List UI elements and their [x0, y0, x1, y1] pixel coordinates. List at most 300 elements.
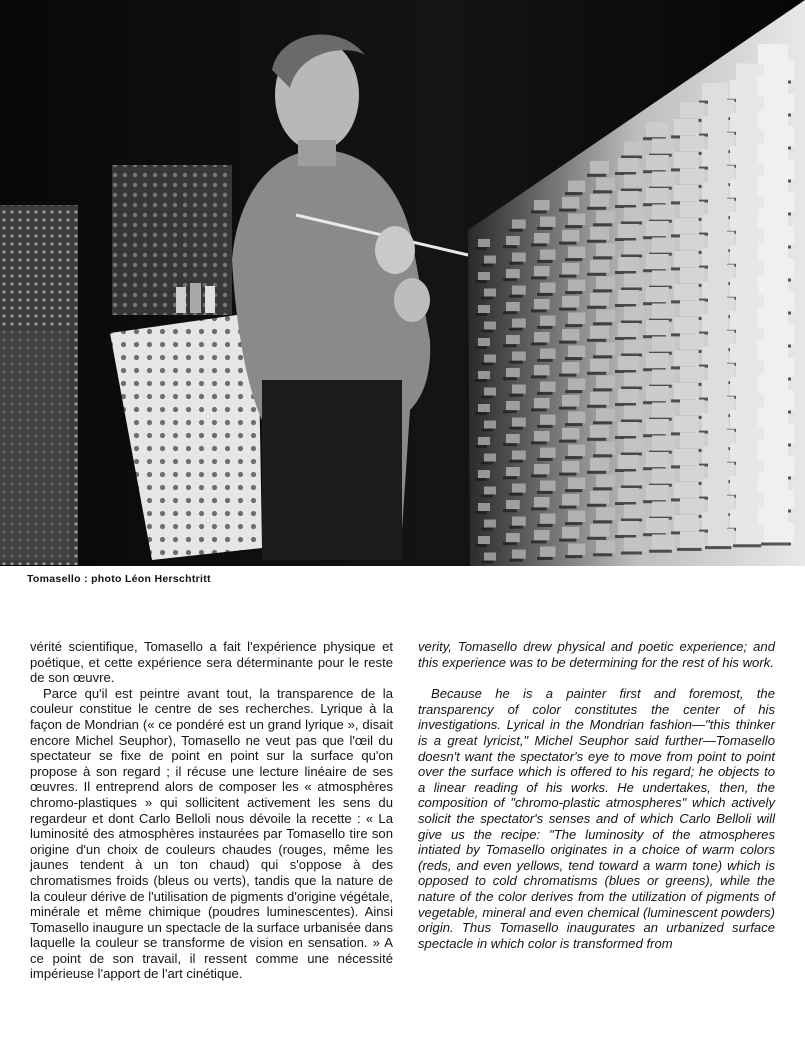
relief-cube: [562, 329, 579, 341]
relief-cube-shadow: [503, 410, 517, 413]
relief-cube: [646, 518, 669, 533]
relief-cube: [652, 403, 675, 418]
relief-cube: [652, 238, 675, 253]
relief-cube-shadow: [509, 559, 523, 562]
relief-cube: [540, 448, 556, 458]
relief-cube: [618, 356, 639, 370]
relief-cube: [568, 544, 585, 556]
relief-cube: [618, 290, 639, 304]
relief-cube-shadow: [565, 324, 582, 327]
french-paragraph: vérité scientifique, Tomasello a fait l'expérience physique et poétique, et cette expérience sera déterminante pour le reste de son œuvre.: [30, 639, 393, 686]
relief-cube-shadow: [593, 322, 612, 325]
relief-cube: [730, 443, 758, 462]
relief-cube: [736, 526, 764, 545]
relief-cube-shadow: [593, 190, 612, 193]
relief-cube: [652, 139, 675, 154]
relief-cube: [590, 260, 609, 273]
relief-cube-shadow: [559, 506, 576, 509]
relief-cube-shadow: [565, 489, 582, 492]
french-paragraph: Parce qu'il est peintre avant tout, la transparence de la couleur constitue le centre de ses recherches. Lyrique à la façon de Mondrian (« ce pondéré est un grand lyrique », disait encore Michel Seuphor), Tomasello ne veut pas que l'œil du spectateur se fixe de point en point sur la surface qu'on propose à son regard ; il récuse une lecture linéaire de ses œuvres. Il entreprend alors de composer les « atmosphères chromo-plastiques » qui sollicitent activement les sens du regardeur et dont Carlo Belloli nous dévoile la recette : « La luminosité des atmosphères instaurées par Tomasello tire son origine d'un choix de couleurs chaudes (rouges, même les jaunes tendent à un ton chaud) qui s'oppose à des chromatismes froids (bleus ou verts), tandis que la nature de la couleur dérive de l'utilisation de pigments d'origine végétale, minérale et même chimique (poudres luminescentes). Ainsi Tomasello inaugure un spectacle de la surface urbanisée dans laquelle la couleur se transforme de vision en sensation. » A ce point de son travail, il ressent comme une nécessité impérieuse l'apport de l'art cinétique.: [30, 685, 393, 982]
relief-cube-shadow: [509, 328, 523, 331]
relief-cube-shadow: [503, 542, 517, 545]
relief-cube: [540, 481, 556, 491]
relief-cube: [568, 181, 585, 193]
relief-cube-shadow: [587, 207, 606, 210]
relief-cube: [540, 283, 556, 293]
relief-cube: [702, 149, 728, 167]
relief-cube: [512, 385, 526, 394]
relief-cube: [624, 274, 645, 288]
relief-cube-shadow: [587, 240, 606, 243]
relief-cube: [534, 200, 550, 210]
relief-cube: [702, 314, 728, 332]
relief-cube: [674, 152, 699, 168]
relief-cube: [702, 281, 728, 299]
relief-cube-shadow: [531, 540, 547, 543]
relief-cube-shadow: [733, 544, 761, 547]
relief-cube-shadow: [593, 520, 612, 523]
relief-cube-shadow: [531, 342, 547, 345]
relief-cube-shadow: [559, 374, 576, 377]
english-paragraph: Because he is a painter first and foremost, the transparency of color constitutes the center of his investigations. Lyrical in the Mondrian fashion—"this thinker is a great lyricist," Michel Seuphor said further—Tomasello doesn't want the spectator's eye to move from point to point over the surface which is offered to his regard; he objects to a linear reading of his works. He undertakes, then, the composition of "chromo-plastic atmospheres" which actively solicit the spectator's senses and of which Carlo Belloli will give us the recipe: "The luminosity of the atmospheres intiated by Tomasello originates in a choice of warm colors (reds, and even yellows, tend toward a warm tone) which is opposed to cold chromatisms (blues or greens), while the nature of the color derives from the utilization of pigments of vegetable, mineral and even chemical (luminescent powders) origin. Thus Tomasello inaugurates an urbanized surface spectacle in which color is transformed from: [418, 686, 775, 951]
relief-cube: [540, 217, 556, 227]
relief-cube: [618, 455, 639, 469]
relief-cube: [680, 301, 705, 317]
relief-cube: [730, 410, 758, 429]
relief-cube: [568, 478, 585, 490]
relief-cube: [680, 367, 705, 383]
relief-cube: [624, 340, 645, 354]
relief-cube: [478, 404, 490, 412]
relief-cube: [680, 235, 705, 251]
relief-cube: [534, 530, 550, 540]
relief-cube: [590, 491, 609, 504]
relief-cube-shadow: [481, 495, 493, 498]
relief-cube: [680, 433, 705, 449]
relief-cube-shadow: [481, 264, 493, 267]
relief-cube-shadow: [593, 421, 612, 424]
relief-cube: [590, 161, 609, 174]
relief-cube: [512, 352, 526, 361]
relief-cube: [702, 116, 728, 134]
relief-cube-shadow: [565, 357, 582, 360]
relief-cube: [568, 412, 585, 424]
relief-cube: [618, 323, 639, 337]
relief-cube: [484, 256, 496, 264]
relief-cube: [702, 446, 728, 464]
relief-cube-shadow: [537, 260, 553, 263]
relief-cube: [478, 536, 490, 544]
relief-cube-shadow: [481, 330, 493, 333]
relief-cube-shadow: [593, 454, 612, 457]
relief-cube-shadow: [509, 295, 523, 298]
man-hand: [375, 226, 415, 274]
relief-cube: [674, 482, 699, 498]
relief-cube-shadow: [705, 546, 731, 549]
relief-cube-shadow: [481, 561, 493, 564]
relief-cube: [478, 437, 490, 445]
relief-cube: [478, 272, 490, 280]
relief-cube: [540, 547, 556, 557]
relief-cube-shadow: [587, 372, 606, 375]
relief-cube: [652, 502, 675, 517]
relief-cube: [730, 476, 758, 495]
relief-cube: [618, 488, 639, 502]
relief-cube: [484, 487, 496, 495]
english-paragraph: verity, Tomasello drew physical and poetic experience; and this experience was to be determining for the rest of his work.: [418, 639, 775, 670]
relief-cube: [534, 398, 550, 408]
relief-cube: [484, 454, 496, 462]
relief-cube: [646, 188, 669, 203]
relief-cube: [562, 362, 579, 374]
relief-cube: [624, 241, 645, 255]
relief-cube-shadow: [475, 247, 487, 250]
relief-cube: [730, 113, 758, 132]
relief-cube-shadow: [593, 355, 612, 358]
relief-cube-shadow: [475, 478, 487, 481]
relief-cube-shadow: [537, 491, 553, 494]
relief-cube: [562, 230, 579, 242]
relief-cube: [624, 406, 645, 420]
relief-cube: [540, 349, 556, 359]
relief-cube-shadow: [565, 390, 582, 393]
photo-caption: Tomasello : photo Léon Herschtritt: [27, 573, 211, 585]
relief-cube-shadow: [531, 210, 547, 213]
relief-cube: [484, 388, 496, 396]
relief-cube: [674, 119, 699, 135]
relief-cube: [540, 250, 556, 260]
relief-cube-shadow: [587, 537, 606, 540]
relief-cube: [646, 485, 669, 500]
relief-cube: [702, 413, 728, 431]
relief-cube: [568, 313, 585, 325]
relief-cube: [674, 284, 699, 300]
relief-cube: [680, 268, 705, 284]
relief-cube: [624, 208, 645, 222]
relief-cube: [568, 214, 585, 226]
relief-cube: [730, 344, 758, 363]
relief-cube-shadow: [565, 258, 582, 261]
relief-cube: [478, 371, 490, 379]
relief-cube-shadow: [593, 223, 612, 226]
relief-cube-shadow: [475, 379, 487, 382]
relief-cube: [730, 80, 758, 99]
relief-cube: [478, 503, 490, 511]
relief-cube-shadow: [531, 408, 547, 411]
relief-cube: [624, 142, 645, 156]
relief-cube: [680, 334, 705, 350]
relief-cube: [652, 469, 675, 484]
relief-cube: [730, 245, 758, 264]
relief-cube-shadow: [587, 339, 606, 342]
relief-cube: [534, 464, 550, 474]
relief-cube: [512, 220, 526, 229]
relief-cube-shadow: [587, 471, 606, 474]
relief-cube: [512, 319, 526, 328]
relief-cube: [478, 305, 490, 313]
relief-cube: [590, 359, 609, 372]
relief-cube: [618, 521, 639, 535]
relief-cube: [646, 452, 669, 467]
relief-cube: [680, 136, 705, 152]
relief-cube-shadow: [537, 392, 553, 395]
relief-cube: [674, 251, 699, 267]
relief-cube: [680, 400, 705, 416]
relief-cube: [652, 535, 675, 550]
relief-cube-shadow: [537, 359, 553, 362]
relief-cube: [618, 389, 639, 403]
relief-cube-shadow: [509, 493, 523, 496]
relief-cube: [512, 451, 526, 460]
relief-cube: [478, 239, 490, 247]
relief-cube: [534, 431, 550, 441]
relief-cube: [618, 422, 639, 436]
relief-cube: [624, 439, 645, 453]
relief-cube-shadow: [559, 407, 576, 410]
relief-cube: [512, 286, 526, 295]
relief-cube-shadow: [559, 539, 576, 542]
relief-cube-shadow: [503, 311, 517, 314]
relief-cube-shadow: [509, 229, 523, 232]
relief-cube-shadow: [475, 544, 487, 547]
relief-cube-shadow: [537, 227, 553, 230]
relief-cube-shadow: [531, 507, 547, 510]
relief-cube: [506, 368, 520, 377]
relief-cube: [506, 335, 520, 344]
relief-cube-shadow: [503, 443, 517, 446]
relief-cube: [590, 293, 609, 306]
relief-cube: [680, 169, 705, 185]
relief-cube-shadow: [537, 524, 553, 527]
relief-cube: [506, 500, 520, 509]
relief-cube: [646, 254, 669, 269]
relief-cube-shadow: [593, 256, 612, 259]
relief-cube: [646, 353, 669, 368]
relief-cube-shadow: [565, 192, 582, 195]
relief-cube: [618, 158, 639, 172]
relief-cube: [534, 497, 550, 507]
relief-cube: [484, 289, 496, 297]
relief-cube: [674, 449, 699, 465]
relief-cube: [590, 326, 609, 339]
english-text-column: [418, 639, 775, 951]
relief-cube: [702, 248, 728, 266]
relief-cube-shadow: [475, 445, 487, 448]
relief-cube: [702, 215, 728, 233]
relief-cube: [680, 103, 705, 119]
relief-cube: [674, 383, 699, 399]
relief-cube: [730, 179, 758, 198]
relief-cube: [562, 428, 579, 440]
relief-cube: [730, 377, 758, 396]
relief-cube: [730, 278, 758, 297]
relief-cube: [680, 466, 705, 482]
relief-cube: [618, 191, 639, 205]
relief-cube: [540, 415, 556, 425]
relief-cube: [596, 475, 615, 488]
relief-cube-shadow: [509, 361, 523, 364]
relief-cube-shadow: [531, 441, 547, 444]
relief-cube: [708, 529, 734, 547]
relief-cube-shadow: [509, 262, 523, 265]
relief-cube-shadow: [649, 550, 672, 553]
relief-cube: [624, 538, 645, 552]
relief-cube-shadow: [565, 522, 582, 525]
relief-cube: [624, 373, 645, 387]
relief-cube: [674, 185, 699, 201]
relief-cube: [568, 445, 585, 457]
relief-cube-shadow: [559, 308, 576, 311]
relief-cube-shadow: [559, 275, 576, 278]
relief-cube: [596, 343, 615, 356]
relief-cube: [652, 304, 675, 319]
relief-cube-shadow: [503, 344, 517, 347]
relief-cube: [590, 425, 609, 438]
relief-cube: [562, 263, 579, 275]
relief-cube: [590, 524, 609, 537]
relief-cube: [652, 370, 675, 385]
relief-cube: [512, 517, 526, 526]
relief-cube: [624, 472, 645, 486]
relief-cube: [506, 236, 520, 245]
relief-cube: [562, 395, 579, 407]
relief-cube-shadow: [559, 341, 576, 344]
relief-cube: [646, 122, 669, 137]
relief-cube-shadow: [559, 440, 576, 443]
man-trousers: [262, 380, 402, 560]
relief-cube: [596, 409, 615, 422]
relief-cube-shadow: [537, 557, 553, 560]
relief-cube: [568, 511, 585, 523]
relief-cube: [478, 470, 490, 478]
relief-cube: [674, 317, 699, 333]
relief-cube: [624, 505, 645, 519]
relief-cube-shadow: [531, 276, 547, 279]
relief-cube: [674, 350, 699, 366]
relief-cube: [674, 515, 699, 531]
relief-cube: [596, 442, 615, 455]
relief-cube: [618, 257, 639, 271]
relief-cube: [590, 392, 609, 405]
relief-cube: [506, 401, 520, 410]
relief-cube: [646, 320, 669, 335]
relief-cube-shadow: [593, 487, 612, 490]
relief-cube: [702, 182, 728, 200]
relief-cube: [730, 509, 758, 528]
relief-cube: [764, 523, 794, 543]
relief-cube: [484, 520, 496, 528]
relief-cube: [568, 346, 585, 358]
relief-cube-shadow: [559, 242, 576, 245]
relief-cube: [562, 197, 579, 209]
relief-cube: [540, 382, 556, 392]
french-text-column: [30, 639, 393, 982]
relief-cube: [512, 253, 526, 262]
relief-cube-shadow: [565, 423, 582, 426]
relief-cube-shadow: [481, 429, 493, 432]
relief-cube: [590, 227, 609, 240]
relief-cube-shadow: [537, 326, 553, 329]
relief-cube-shadow: [503, 278, 517, 281]
relief-cube: [624, 175, 645, 189]
relief-cube: [596, 310, 615, 323]
relief-cube-shadow: [531, 243, 547, 246]
relief-cube-shadow: [481, 396, 493, 399]
relief-cube: [652, 172, 675, 187]
relief-cube-shadow: [587, 438, 606, 441]
relief-cube: [540, 514, 556, 524]
relief-cube: [478, 338, 490, 346]
relief-cube-shadow: [531, 309, 547, 312]
relief-cube-shadow: [531, 474, 547, 477]
relief-cube-shadow: [537, 458, 553, 461]
relief-cube: [484, 553, 496, 561]
relief-cube-shadow: [509, 460, 523, 463]
relief-cube-shadow: [503, 509, 517, 512]
relief-cube-shadow: [559, 209, 576, 212]
relief-cube: [540, 316, 556, 326]
relief-cube-shadow: [621, 552, 642, 555]
relief-cube: [646, 386, 669, 401]
relief-cube: [680, 499, 705, 515]
relief-cube-shadow: [565, 291, 582, 294]
relief-cube: [484, 355, 496, 363]
relief-cube: [596, 376, 615, 389]
relief-cube: [568, 247, 585, 259]
relief-cube: [534, 365, 550, 375]
relief-cube: [534, 233, 550, 243]
relief-cube-shadow: [481, 528, 493, 531]
relief-cube: [512, 484, 526, 493]
relief-cube: [730, 146, 758, 165]
relief-cube: [646, 419, 669, 434]
relief-cube-shadow: [761, 543, 791, 546]
relief-cube: [484, 322, 496, 330]
relief-cube: [484, 421, 496, 429]
relief-cube: [674, 416, 699, 432]
relief-cube: [506, 302, 520, 311]
relief-cube-shadow: [503, 245, 517, 248]
relief-cube: [652, 205, 675, 220]
relief-cube-shadow: [593, 388, 612, 391]
relief-cube: [562, 461, 579, 473]
relief-cube: [646, 155, 669, 170]
relief-cube: [534, 266, 550, 276]
relief-cube: [562, 296, 579, 308]
relief-cube-shadow: [565, 225, 582, 228]
relief-cube: [596, 178, 615, 191]
relief-cube-shadow: [475, 280, 487, 283]
relief-cube-shadow: [537, 425, 553, 428]
relief-cube-shadow: [481, 297, 493, 300]
relief-cube-shadow: [481, 363, 493, 366]
relief-cube: [590, 194, 609, 207]
relief-cube-shadow: [475, 313, 487, 316]
relief-cube-shadow: [475, 412, 487, 415]
relief-cube: [652, 337, 675, 352]
relief-cube-shadow: [509, 427, 523, 430]
relief-cube: [512, 418, 526, 427]
relief-cube: [568, 379, 585, 391]
relief-cube: [596, 541, 615, 554]
relief-cube: [506, 269, 520, 278]
relief-cube-shadow: [565, 456, 582, 459]
relief-cube: [562, 494, 579, 506]
relief-cube: [596, 211, 615, 224]
relief-cube-shadow: [587, 405, 606, 408]
relief-cube-shadow: [503, 476, 517, 479]
relief-cube: [652, 436, 675, 451]
